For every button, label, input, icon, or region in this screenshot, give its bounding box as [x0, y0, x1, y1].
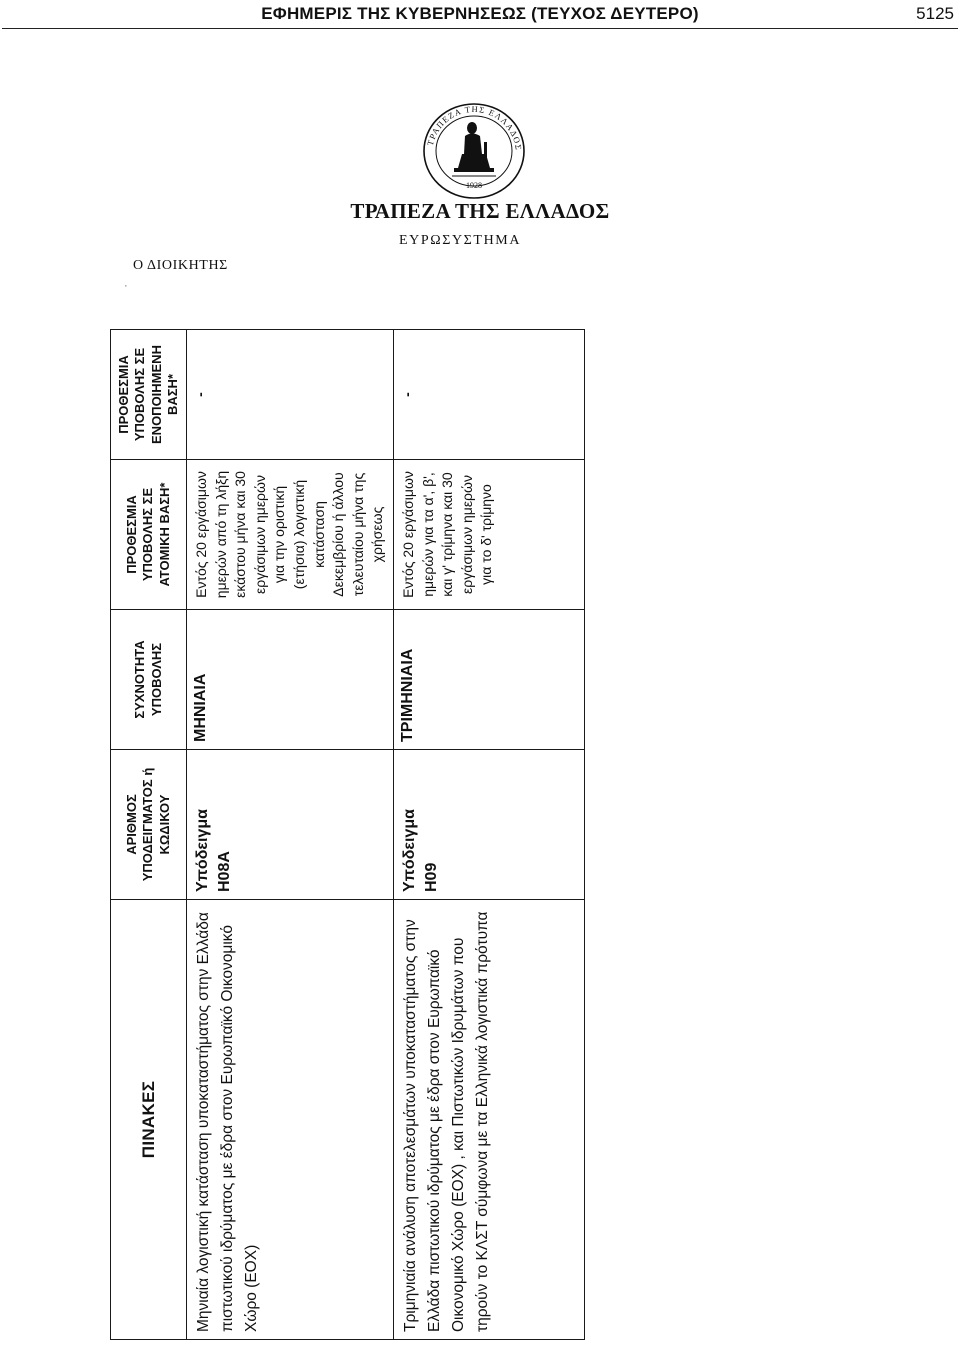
row-deadline-individual: Εντός 20 εργάσιμων ημερών για τα α', β', και γ' τρίμηνα και 30 εργάσιμων ημερών για το δ' τρίμηνο [393, 460, 584, 610]
row-code-label: Υπόδειγμα [194, 809, 211, 892]
table-header-row [111, 330, 187, 1340]
running-header [0, 0, 960, 30]
row-deadline-individual: Εντός 20 εργάσιμων ημερών από τη λήξη εκάστου μήνα και 30 εργάσιμων ημερών για την οριστική (ετήσια) λογιστική κατάσταση Δεκεμβρίου ή άλλου τελευταίου μήνα της χρήσεως [187, 460, 394, 610]
bank-seal-icon [418, 98, 530, 202]
header-deadline-consolidated: ΠΡΟΘΕΣΜΙΑ ΥΠΟΒΟΛΗΣ ΣΕ ΕΝΟΠΟΙΗΜΕΝΗ ΒΑΣΗ* [111, 330, 187, 460]
row-code-value: Η09 [423, 862, 441, 892]
page-number: 5125 [916, 4, 954, 23]
reporting-table-grid [110, 329, 585, 1340]
row-description: Τριμηνιαία ανάλυση αποτελεσμάτων υποκαταστήματος στην Ελλάδα πιστωτικού ιδρύματος με έδρα στον Ευρωπαϊκό Οικονομικό Χώρο (ΕΟΧ) , και Πιστωτικών Ιδρυμάτων που τηρούν το ΚΛΣΤ σύμφωνα με τα Ελληνικά λογιστικά πρότυπα [393, 900, 584, 1340]
header-code: ΑΡΙΘΜΟΣ ΥΠΟΔΕΙΓΜΑΤΟΣ ή ΚΩΔΙΚΟΥ [111, 750, 187, 900]
row-code [187, 750, 394, 900]
bank-subtitle: ΕΥΡΩΣΥΣΤΗΜΑ [398, 233, 522, 248]
header-rule [2, 28, 958, 29]
bank-name: ΤΡΑΠΕΖΑ ΤΗΣ ΕΛΛΑΔΟΣ [350, 199, 610, 223]
reporting-table [110, 330, 532, 1340]
row-frequency: ΜΗΝΙΑΙΑ [187, 610, 394, 750]
table-row [187, 330, 394, 1340]
svg-text:ΤΡΑΠΕΖΑ ΤΗΣ ΕΛΛΑΔΟΣ: ΤΡΑΠΕΖΑ ΤΗΣ ΕΛΛΑΔΟΣ [424, 103, 524, 152]
header-deadline-individual: ΠΡΟΘΕΣΜΙΑ ΥΠΟΒΟΛΗΣ ΣΕ ΑΤΟΜΙΚΗ ΒΑΣΗ* [111, 460, 187, 610]
header-tables: ΠΙΝΑΚΕΣ [111, 900, 187, 1340]
svg-text:1928: 1928 [466, 181, 482, 190]
row-description: Μηνιαία λογιστική κατάσταση υποκαταστήματος στην Ελλάδα πιστωτικού ιδρύματος με έδρα στον Ευρωπαϊκό Οικονομικό Χώρο (ΕΟΧ) [187, 900, 394, 1340]
gazette-title: ΕΦΗΜΕΡΙΣ ΤΗΣ ΚΥΒΕΡΝΗΣΕΩΣ (ΤΕΥΧΟΣ ΔΕΥΤΕΡΟ) [261, 4, 699, 23]
header-frequency: ΣΥΧΝΟΤΗΤΑ ΥΠΟΒΟΛΗΣ [111, 610, 187, 750]
table-row [393, 330, 584, 1340]
row-deadline-consolidated: - [187, 330, 394, 460]
stray-mark: · [124, 280, 128, 292]
row-code-value: Η08Α [216, 851, 234, 892]
row-deadline-consolidated: - [393, 330, 584, 460]
row-code [393, 750, 584, 900]
row-code-label: Υπόδειγμα [400, 809, 418, 892]
row-frequency: ΤΡΙΜΗΝΙΑΙΑ [393, 610, 584, 750]
governor-label: Ο ΔΙΟΙΚΗΤΗΣ [133, 258, 228, 273]
